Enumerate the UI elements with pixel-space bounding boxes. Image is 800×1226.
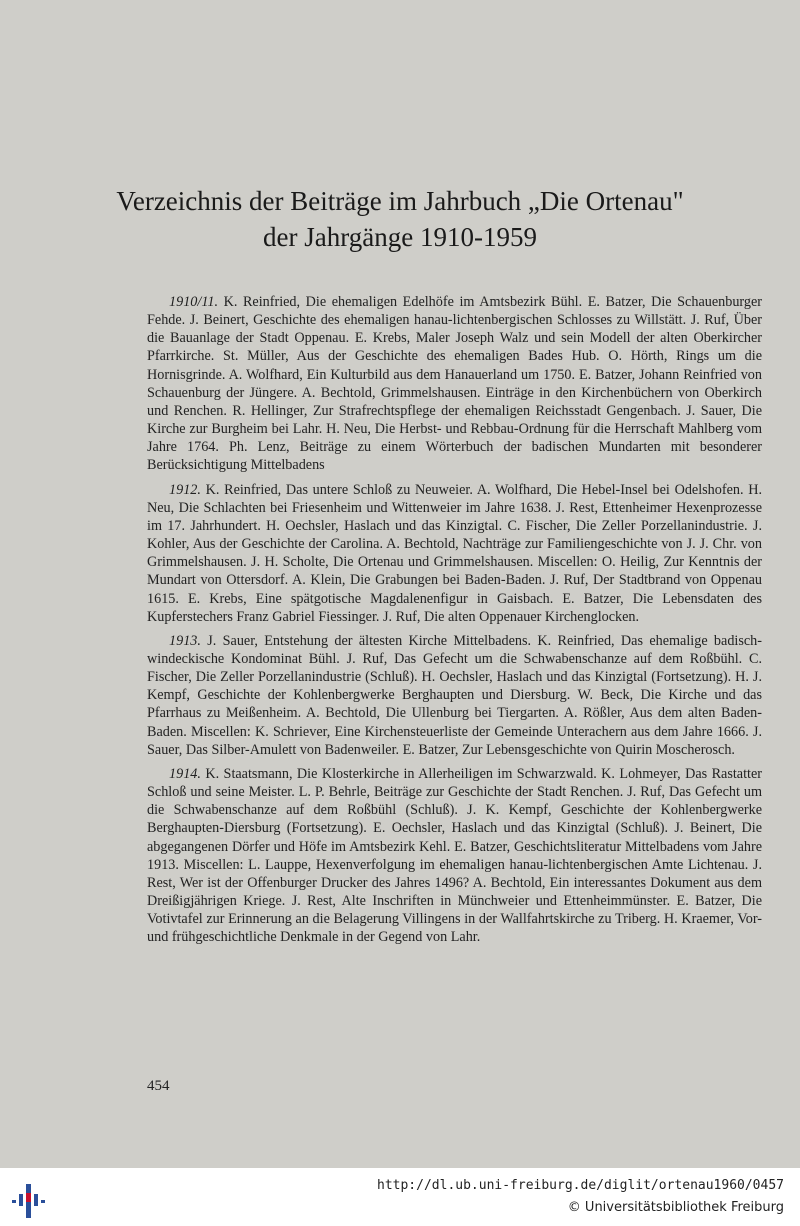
entry-text: K. Reinfried, Die ehemaligen Edelhöfe im Amtsbezirk Bühl. E. Batzer, Die Schauenburger Fehde. J. Beinert, Geschichte des ehemaligen hanau-lichtenbergischen Schlosses zu Willstätt. J. Ruf, Über die Bauanlage der Stadt Oppenau. E. Krebs, Maler Joseph Walz und sein Modell der alten Oberkircher Pfarrkirche. St. Müller, Aus der Geschichte des ehemaligen Bades Hub. O. Hörth, Rings um die Hornisgrinde. A. Wolfhard, Ein Kulturbild aus dem Hanauerland um 1750. E. Batzer, Johann Reinfried von Schauenburg der Jüngere. A. Bechtold, Grimmelshausen. Einträge in den Kirchenbüchern von Oberkirch und Renchen. R. Hellinger, Zur Strafrechtspflege der ehemaligen Reichsstadt Gengenbach. J. Sauer, Die Kirche zur Burgheim bei Lahr. H. Neu, Die Herbst- und Rebbau-Ordnung für die Herrschaft Mahlberg vom Jahre 1764. Ph. Lenz, Beiträge zu einem Wörterbuch der badischen Mundarten mit besonderer Berücksichtigung Mittelbadens — [147, 294, 762, 474]
entry-year: 1914. — [169, 765, 201, 782]
entry-text: K. Reinfried, Das untere Schloß zu Neuweier. A. Wolfhard, Die Hebel-Insel bei Odelshofen. H. Neu, Die Schlachten bei Friesenheim und Wittenweier im Jahre 1638. J. Rest, Ettenheimer Hexenprozesse im 17. Jahrhundert. H. Oechsler, Haslach und das Kinzigtal. C. Fischer, Die Zeller Porzellanindustrie. J. Kohler, Aus der Geschichte der Carolina. A. Bechtold, Nachträge zur Familiengeschichte von J. J. Chr. von Grimmelshausen. J. H. Scholte, Die Ortenau und Grimmelshausen. Miscellen: O. Heilig, Zur Kenntnis der Mundart von Ottersdorf. A. Klein, Die Grabungen bei Baden-Baden. J. Ruf, Der Stadtbrand von Oppenau 1615. E. Krebs, Eine spätgotische Magdalenenfigur in Gaisbach. E. Batzer, Die Lebensdaten des Kupferstechers Franz Gabriel Fiessinger. J. Ruf, Die alten Oppenauer Kirchenglocken. — [147, 481, 763, 625]
entry-year: 1910/11. — [169, 294, 218, 310]
page-number: 454 — [147, 1078, 170, 1094]
entry-1912 — [147, 481, 762, 626]
source-url-link[interactable]: http://dl.ub.uni-freiburg.de/diglit/ortenau1960/0457 — [377, 1178, 784, 1193]
entry-1910-11 — [147, 293, 762, 475]
entry-year: 1912. — [169, 481, 201, 498]
entry-text: J. Sauer, Entstehung der ältesten Kirche Mittelbadens. K. Reinfried, Das ehemalige badisch-windeckische Kondominat Bühl. J. Ruf, Das Gefecht um die Schwabenschanze auf dem Roßbühl. C. Fischer, Die Zeller Porzellanindustrie (Schluß). H. Oechsler, Haslach und das Kinzigtal (Fortsetzung). H. J. Kempf, Geschichte der Kohlenbergwerke Berghaupten und Diersburg. W. Beck, Die Kirche und das Pfarrhaus zu Meißenheim. A. Bechtold, Die Ullenburg bei Tiergarten. A. Rößler, Aus dem alten Baden-Baden. Miscellen: K. Schriever, Eine Kirchensteuerliste der Gemeinde Unterachern aus dem Jahre 1666. J. Sauer, Das Silber-Amulett von Badenweiler. E. Batzer, Zur Lebensgeschichte von Quirin Moscherosch. — [147, 632, 762, 758]
page-subtitle: der Jahrgänge 1910-1959 — [263, 222, 537, 252]
page-title: Verzeichnis der Beiträge im Jahrbuch „Die Ortenau" — [116, 186, 684, 216]
article-index — [147, 293, 762, 952]
ub-freiburg-logo-icon — [10, 1180, 54, 1218]
entry-1914 — [147, 765, 762, 947]
library-footer — [0, 1168, 800, 1226]
entry-text: K. Staatsmann, Die Klosterkirche in Allerheiligen im Schwarzwald. K. Lohmeyer, Das Rastatter Schloß und seine Meister. L. P. Behrle, Beiträge zur Geschichte der Stadt Renchen. J. Ruf, Das Gefecht um die Schwabenschanze auf dem Roßbühl (Schluß). J. K. Kempf, Geschichte der Kohlenbergwerke Berghaupten-Diersburg (Fortsetzung). E. Oechsler, Haslach und das Kinzigtal (Schluß). J. Beinert, Die abgegangenen Dörfer und Höfe im Amtsbezirk Kehl. E. Batzer, Geschichtsliteratur Mittelbadens vom Jahre 1913. Miscellen: L. Lauppe, Hexenverfolgung im ehemaligen hanau-lichtenbergischen Amte Lichtenau. J. Rest, Wer ist der Offenburger Drucker des Jahres 1496? A. Bechtold, Ein interessantes Dokument aus dem Dreißigjährigen Kriege. J. Rest, Alte Inschriften in Münchweier und Ettenheimmünster. E. Batzer, Die Votivtafel zur Erinnerung an die Belagerung Villingens in der Wallfahrtskirche zu Triberg. H. Kraemer, Vor- und frühgeschichtliche Denkmale in der Gegend von Lahr. — [147, 765, 763, 946]
entry-1913 — [147, 632, 762, 759]
entry-year: 1913. — [169, 632, 201, 649]
copyright-text: © Universitätsbibliothek Freiburg — [567, 1200, 784, 1215]
